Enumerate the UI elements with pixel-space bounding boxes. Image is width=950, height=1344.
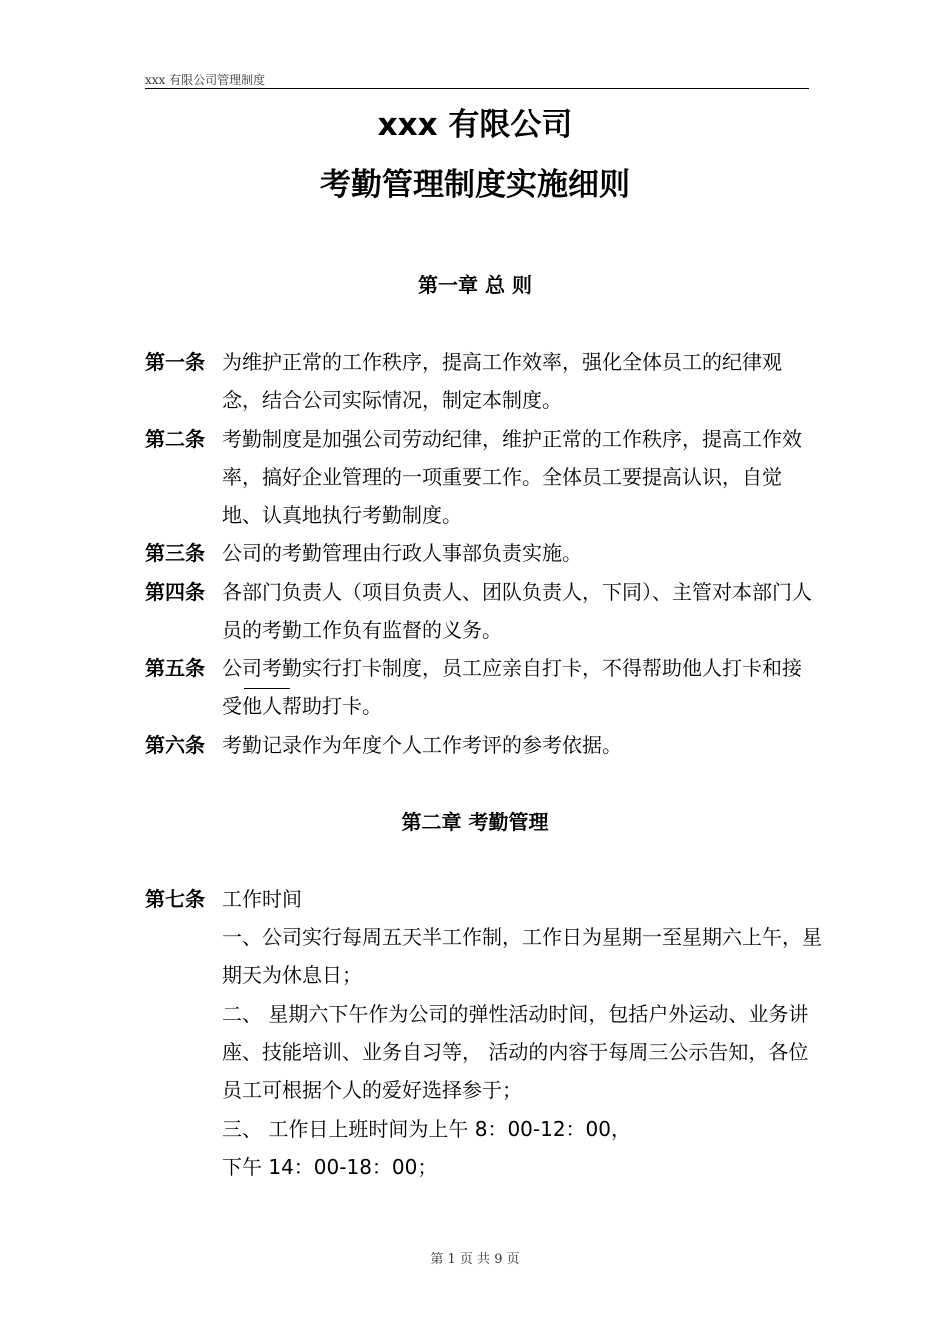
article-4 [145,573,815,649]
clause-1: 一、公司实行每周五天半工作制，工作日为星期一至星期六上午，星期天为休息日； [222,925,822,987]
article-5 [145,649,815,725]
clause-3-continued: 下午 14：00-18：00； [222,1155,438,1179]
article-3 [145,534,815,572]
page-header: xxx 有限公司管理制度 [145,72,809,89]
chapter-heading-2: 第二章 考勤管理 [401,810,549,834]
text-underline-mark [244,688,290,689]
clause-3: 三、 工作日上班时间为上午 8：00-12：00， [222,1117,632,1141]
article-label: 第六条 [145,733,205,757]
article-text: 各部门负责人（项目负责人、团队负责人，下同）、主管对本部门人员的考勤工作负有监督的义务。 [222,580,812,642]
article-2 [145,420,815,534]
article-label: 第二条 [145,427,205,451]
article-6 [145,726,815,764]
page-number-footer: 第 1 页 共 9 页 [430,1252,520,1267]
article-label: 第四条 [145,580,205,604]
chapter-heading-1: 第一章 总 则 [418,273,532,297]
article-label: 第一条 [145,350,205,374]
article-text: 考勤记录作为年度个人工作考评的参考依据。 [222,733,622,757]
article-label: 第七条 [145,887,205,911]
article-text: 公司的考勤管理由行政人事部负责实施。 [222,541,582,565]
article-text: 工作时间 [222,887,302,911]
article-7 [145,880,815,918]
document-title-main: 考勤管理制度实施细则 [320,167,630,203]
article-text: 公司考勤实行打卡制度，员工应亲自打卡，不得帮助他人打卡和接受他人帮助打卡。 [222,656,802,718]
document-title-company: xxx 有限公司 [377,107,573,143]
article-1 [145,343,815,419]
clause-2: 二、 星期六下午作为公司的弹性活动时间，包括户外运动、业务讲座、技能培训、业务自习等， 活动的内容于每周三公示告知，各位员工可根据个人的爱好选择参于； [222,1002,809,1102]
article-label: 第五条 [145,656,205,680]
article-text: 考勤制度是加强公司劳动纪律，维护正常的工作秩序，提高工作效率，搞好企业管理的一项重要工作。全体员工要提高认识，自觉地、认真地执行考勤制度。 [222,427,802,527]
article-label: 第三条 [145,541,205,565]
article-text: 为维护正常的工作秩序，提高工作效率，强化全体员工的纪律观念，结合公司实际情况，制定本制度。 [222,350,782,412]
